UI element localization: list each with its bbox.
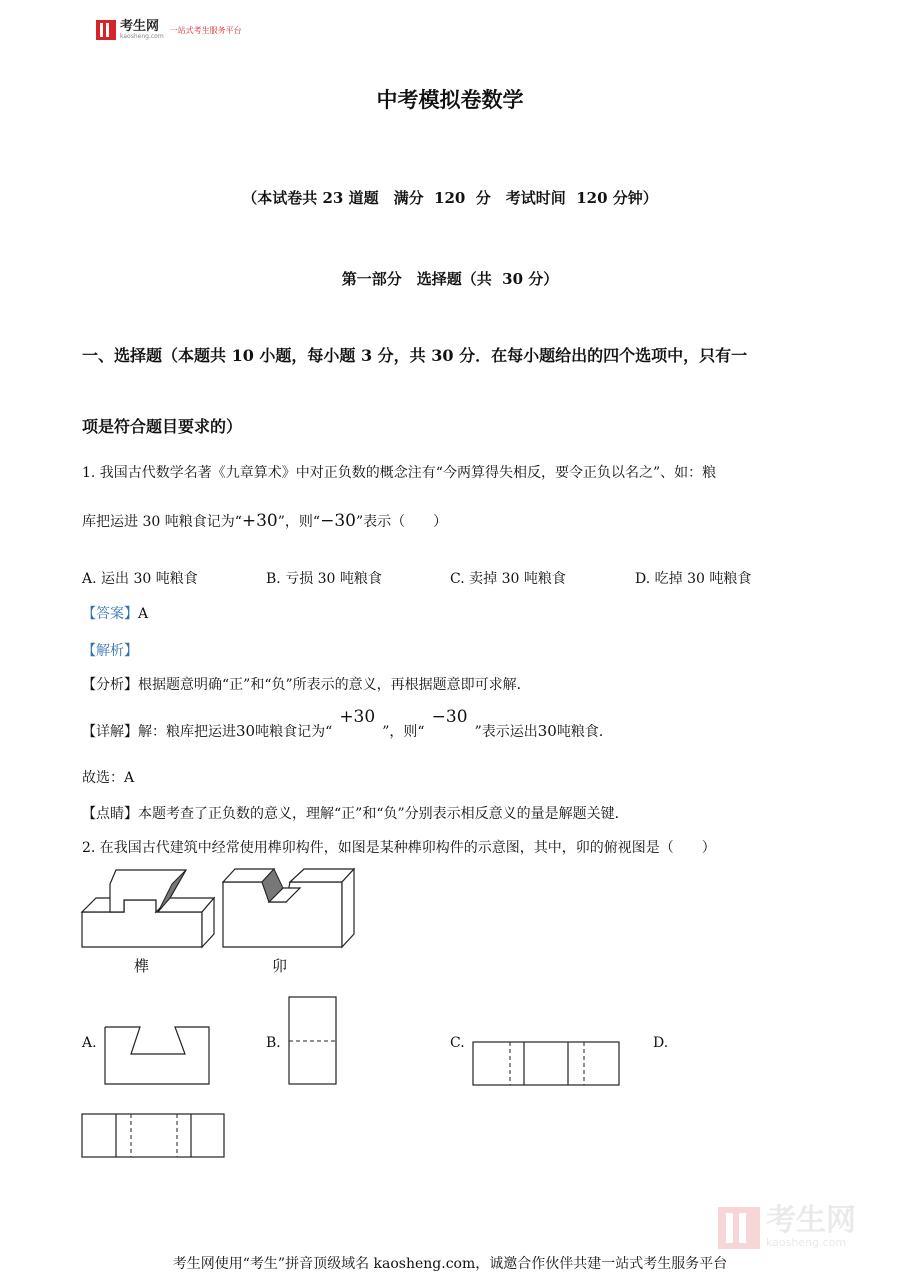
label-mortise: 卯 [272, 957, 288, 975]
xiangjie-text-e: 吨粮食． [556, 724, 613, 740]
q1-xiangjie [82, 707, 613, 741]
watermark-name: 考生网 [766, 1203, 856, 1238]
q2-option-c-label[interactable]: C. [450, 1035, 465, 1051]
logo-mark-icon [96, 20, 116, 40]
watermark-logo-icon [718, 1207, 760, 1249]
section-heading: 第一部分 选择题（共 30 分） [341, 270, 559, 288]
q1-math-negative: −30 [320, 511, 356, 531]
page-footer: 考生网使用“考生”拼音顶级域名 kaosheng.com，诚邀合作伙伴共建一站式考生服务平台 [172, 1256, 728, 1272]
q2-option-c-figure[interactable] [472, 1041, 622, 1087]
tenon-drawing [82, 870, 214, 947]
q1-stem-line-1: 1. 我国古代数学名著《九章算术》中对正负数的概念注有“今两算得失相反，要令正负以名之”、如：粮 [82, 465, 717, 481]
q2-option-a-figure[interactable] [104, 1026, 212, 1086]
page-title: 中考模拟卷数学 [376, 87, 524, 112]
xiangjie-text-a: 【详解】解：粮库把运进 [82, 724, 236, 740]
logo-url: kaosheng.com [120, 33, 164, 40]
instructions-line-1: 一、选择题（本题共 10 小题，每小题 3 分，共 30 分．在每小题给出的四个选项中，只有一 [82, 346, 748, 365]
xiangjie-text-c: ”，则“ [382, 724, 425, 740]
mortise-drawing [223, 869, 354, 947]
watermark [718, 1203, 856, 1249]
tenon-mortise-figure [80, 866, 360, 952]
q2-option-b-figure[interactable] [288, 996, 338, 1086]
option-a-outline [105, 1027, 209, 1084]
xiangjie-num-2: 30 [537, 722, 557, 740]
q2-stem: 2. 在我国古代建筑中经常使用榫卯构件，如图是某种榫卯构件的示意图，其中，卯的俯视图是（ ） [82, 840, 716, 856]
q1-fenxi: 【分析】根据题意明确“正”和“负”所表示的意义，再根据题意即可求解． [82, 677, 531, 693]
site-logo[interactable] [96, 18, 242, 42]
q2-option-d-label[interactable]: D. [653, 1035, 669, 1051]
q1-option-c[interactable]: C. 卖掉 30 吨粮食 [450, 571, 566, 587]
option-c-rect [473, 1042, 619, 1085]
answer-tag: 【答案】 [82, 606, 138, 622]
exam-subtitle: （本试卷共 23 道题 满分 120 分 考试时间 120 分钟） [242, 189, 658, 207]
logo-slogan: 一站式考生服务平台 [169, 25, 242, 35]
xiangjie-num-1: 30 [236, 722, 256, 740]
mortise-right-face [342, 869, 354, 947]
watermark-url: kaosheng.com [766, 1236, 847, 1249]
q1-answer [82, 603, 148, 623]
analysis-tag: 【解析】 [82, 643, 138, 659]
q1-option-b[interactable]: B. 亏损 30 吨粮食 [266, 571, 382, 587]
xiangjie-text-d: ”表示运出 [474, 724, 538, 740]
xiangjie-text-b: 吨粮食记为“ [255, 724, 333, 740]
q1-stem-line-2 [82, 511, 447, 531]
q1-dianjing: 【点睛】本题考查了正负数的意义，理解“正”和“负”分别表示相反意义的量是解题关键． [82, 806, 629, 822]
logo-name: 考生网 [120, 19, 160, 34]
instructions-line-2: 项是符合题目要求的） [82, 417, 243, 436]
q1-option-d[interactable]: D. 吃掉 30 吨粮食 [635, 571, 752, 587]
label-tenon: 榫 [134, 957, 150, 975]
answer-value: A [138, 606, 149, 622]
option-d-rect [82, 1114, 224, 1157]
q2-option-d-figure[interactable] [81, 1113, 227, 1159]
q1-math-positive: +30 [241, 511, 278, 531]
q1-conclusion: 故选：A [82, 770, 135, 786]
xiangjie-math-negative: −30 [431, 707, 468, 727]
q1-stem-text-a: 库把运进 30 吨粮食记为“ [82, 514, 242, 530]
q2-option-b-label[interactable]: B. [266, 1035, 281, 1051]
q1-stem-text-b: ”，则“ [277, 514, 321, 530]
xiangjie-math-positive: +30 [339, 707, 376, 727]
q1-option-a[interactable]: A. 运出 30 吨粮食 [82, 571, 198, 587]
q2-option-a-label[interactable]: A. [82, 1035, 97, 1051]
q1-stem-text-c: ”表示（ ） [355, 514, 448, 530]
